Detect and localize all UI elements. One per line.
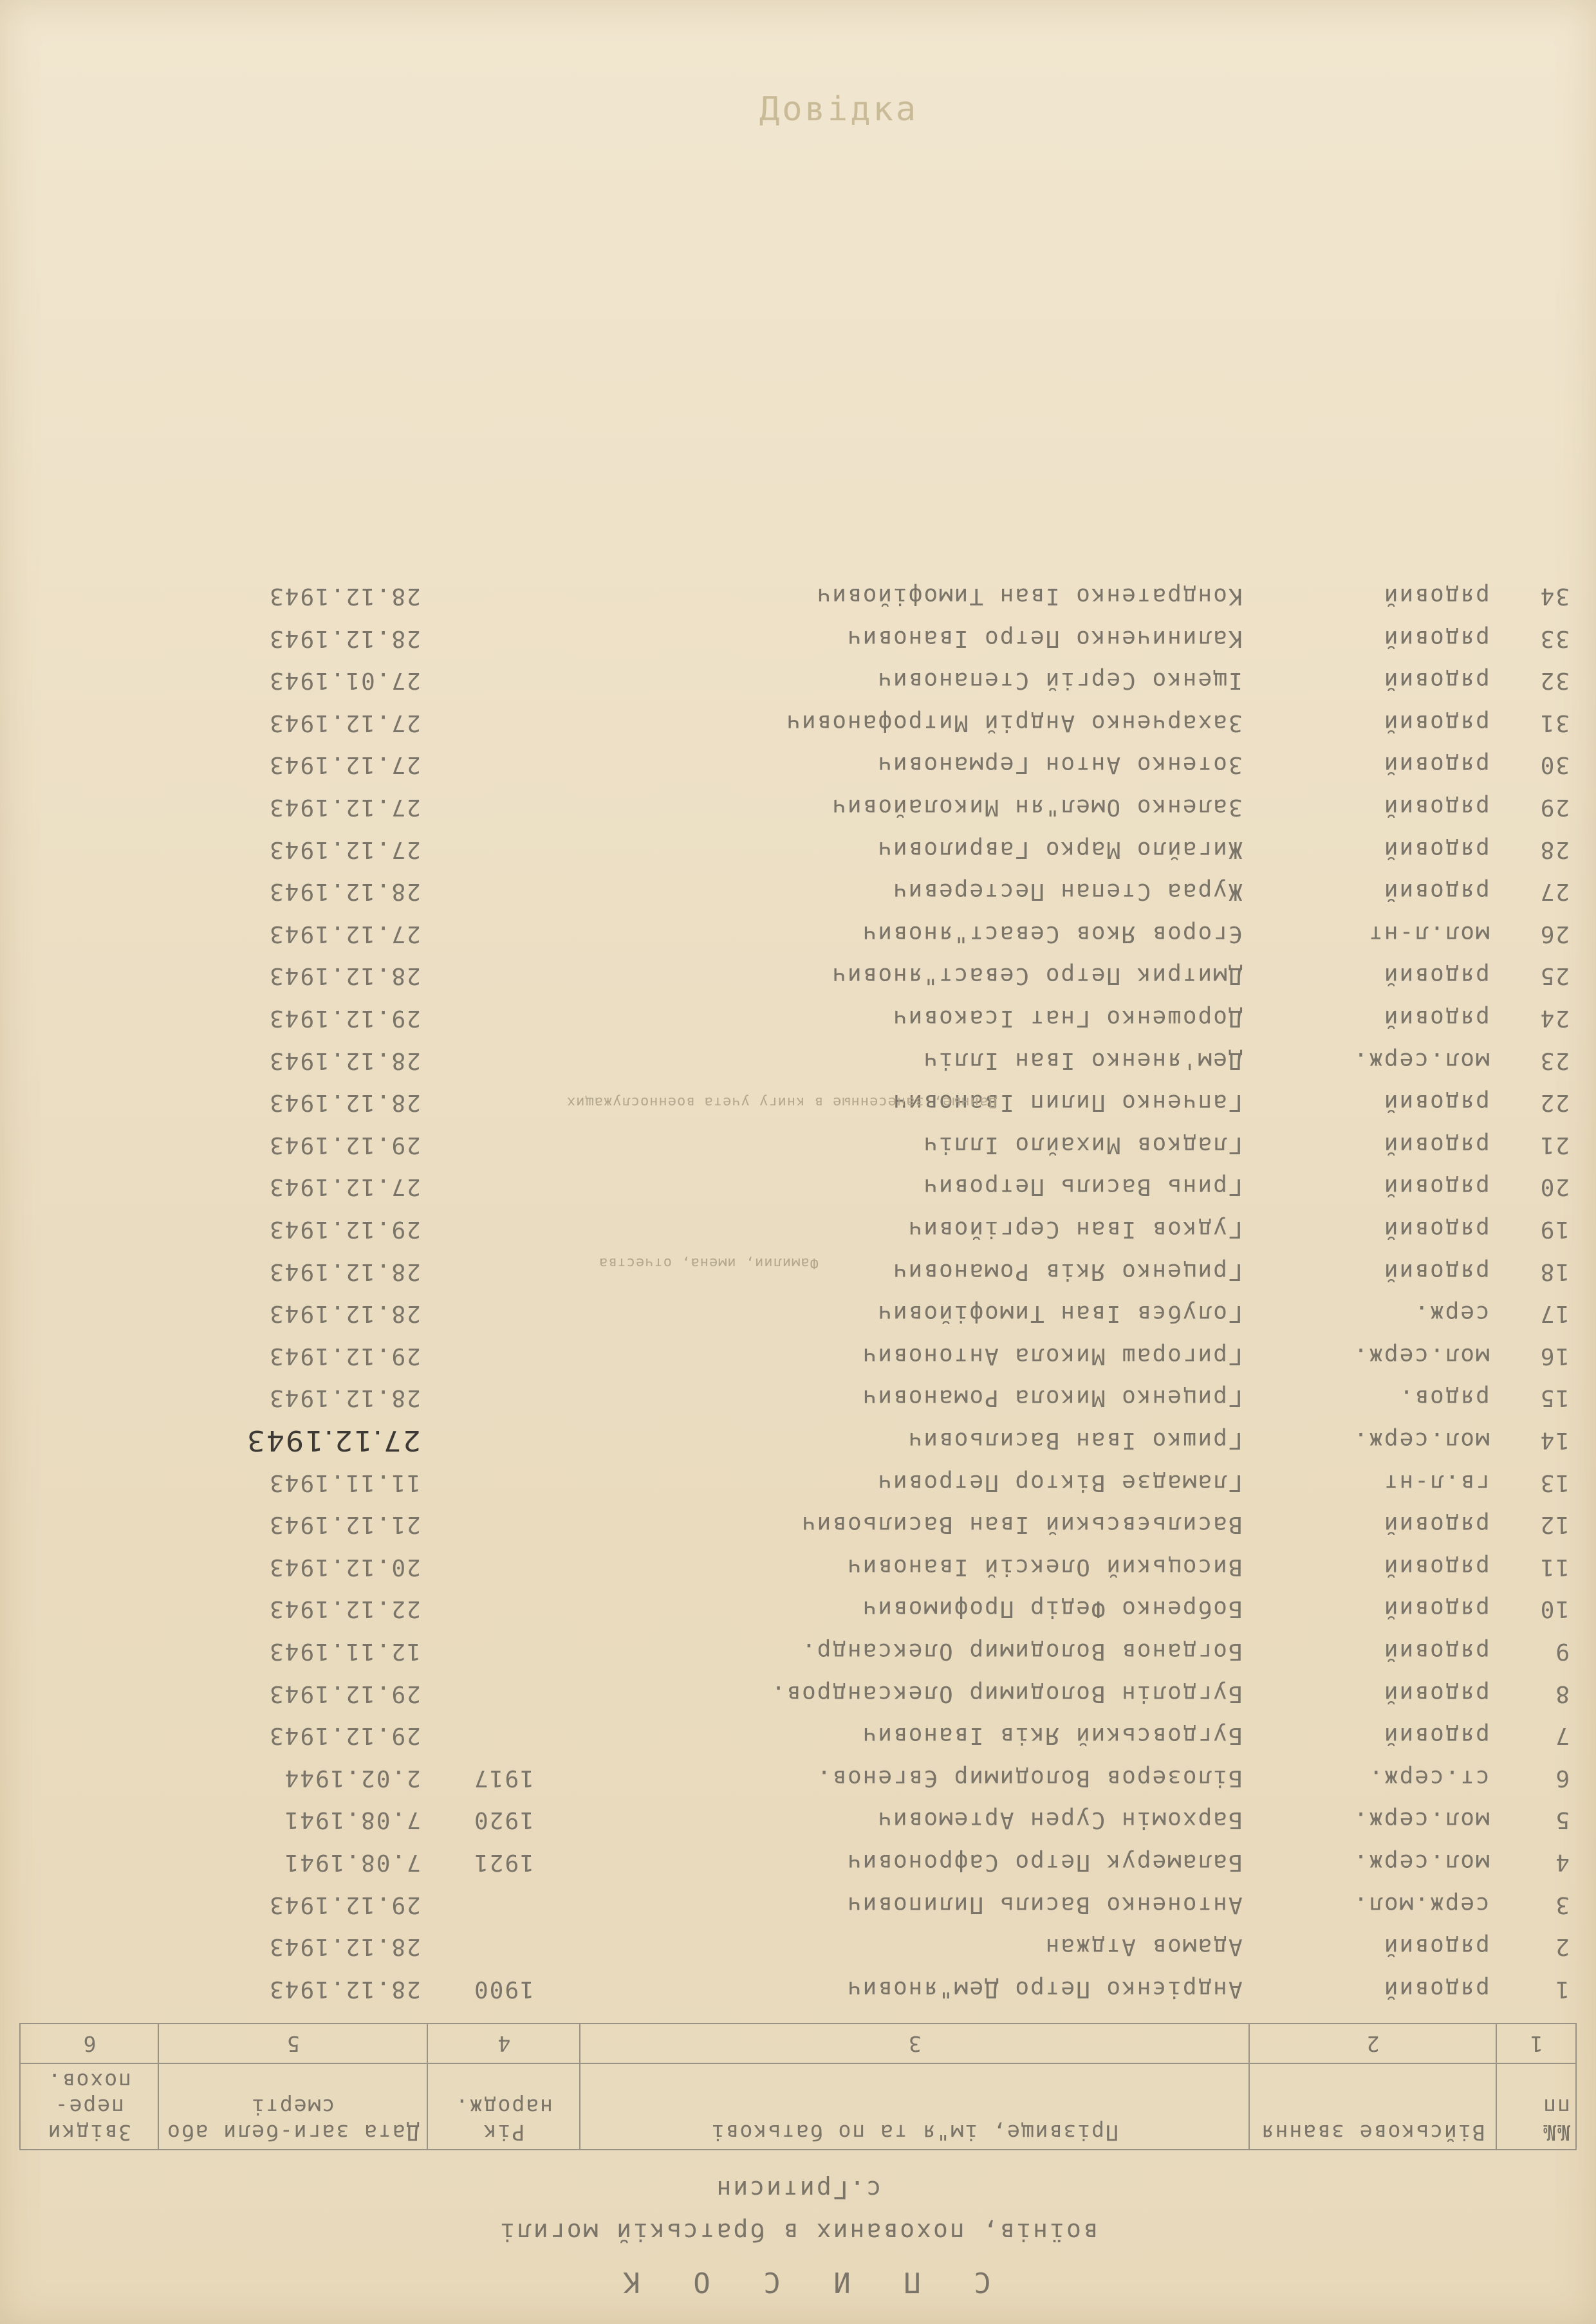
row-birth-year (427, 1926, 580, 1968)
row-rank: рядовий (1383, 1722, 1490, 1749)
row-birth-year (427, 1250, 580, 1293)
row-name: Єгоров Яков Севаст"янович (861, 920, 1243, 947)
row-rank: рядовий (1383, 1258, 1490, 1285)
row-death-date: 28.12.1943 (268, 625, 421, 652)
row-name: Гриценко Микола Романович (861, 1385, 1243, 1412)
row-number: 27 (1539, 878, 1570, 905)
table-body (20, 575, 1576, 2024)
row-death-date: 2.02.1944 (283, 1764, 421, 1791)
row-rank: рядовий (1383, 794, 1490, 821)
row-birth-year (427, 955, 580, 997)
table-row (20, 1799, 1576, 1841)
row-reburied-from (20, 786, 158, 829)
row-rank: рядовий (1383, 1553, 1490, 1580)
table-row (20, 1419, 1576, 1462)
header-death-date: Дата заги-бели або смерті (158, 2063, 427, 2150)
row-name: Гришко Іван Васильович (907, 1426, 1243, 1453)
row-death-date: 11.11.1943 (268, 1469, 421, 1496)
table-row (20, 1715, 1576, 1757)
row-rank: рядовий (1383, 1216, 1490, 1243)
row-birth-year (427, 702, 580, 744)
row-number: 19 (1539, 1216, 1570, 1243)
row-death-date: 28.12.1943 (268, 1047, 421, 1074)
row-reburied-from (20, 1715, 158, 1757)
row-reburied-from (20, 871, 158, 913)
row-name: Баламерук Петро Сафронович (846, 1849, 1243, 1876)
row-birth-year: 1917 (473, 1764, 534, 1791)
bleed-through-text: Довідка (759, 90, 919, 129)
table-row (20, 1757, 1576, 1799)
stamp-trace: Данные, занесенные в книгу учета военнослужащих (566, 1094, 998, 1110)
header-rank: Військове звання (1249, 2063, 1496, 2150)
row-rank: рядовий (1383, 836, 1490, 863)
table-row (20, 575, 1576, 618)
document-title: С П И С О К (605, 2265, 991, 2298)
row-rank: ст.серж. (1368, 1764, 1490, 1791)
row-rank: рядовий (1383, 1005, 1490, 1032)
row-name: Гриценко Яків Романович (892, 1258, 1243, 1285)
row-birth-year (427, 1715, 580, 1757)
row-name: Дем'яненко Іван Ілліч (922, 1047, 1243, 1074)
row-birth-year (427, 1208, 580, 1251)
table-row (20, 1841, 1576, 1884)
row-number: 9 (1554, 1637, 1570, 1665)
row-reburied-from (20, 1166, 158, 1208)
row-reburied-from (20, 1672, 158, 1715)
row-name: Гладков Михайло Ілліч (922, 1131, 1243, 1158)
row-reburied-from (20, 997, 158, 1040)
row-reburied-from (20, 1757, 158, 1799)
row-rank: рядовий (1383, 752, 1490, 779)
row-reburied-from (20, 1545, 158, 1588)
row-name: Бархомін Сурен Артемович (877, 1807, 1243, 1834)
table-row (20, 1926, 1576, 1968)
row-rank: рядовий (1383, 1933, 1490, 1960)
row-reburied-from (20, 1250, 158, 1293)
row-rank: серж. (1413, 1300, 1490, 1327)
row-number: 17 (1539, 1300, 1570, 1327)
row-number: 18 (1539, 1258, 1570, 1285)
row-birth-year (427, 1082, 580, 1124)
row-number: 29 (1539, 794, 1570, 821)
row-rank: рядовий (1383, 1680, 1490, 1707)
row-rank: рядовий (1383, 583, 1490, 610)
row-rank: рядовий (1383, 878, 1490, 905)
burial-list-table (19, 575, 1577, 2150)
row-rank: рядовий (1383, 1174, 1490, 1201)
row-birth-year: 1900 (473, 1975, 534, 2002)
row-number: 14 (1539, 1426, 1570, 1453)
row-number: 2 (1554, 1933, 1570, 1960)
row-number: 22 (1539, 1089, 1570, 1116)
row-reburied-from (20, 1504, 158, 1546)
table-row (20, 1504, 1576, 1546)
row-birth-year (427, 997, 580, 1040)
row-number: 11 (1539, 1553, 1570, 1580)
table-row (20, 828, 1576, 871)
row-death-date: 27.12.1943 (268, 920, 421, 947)
row-name: Бугдовський Яків Іванович (861, 1722, 1243, 1749)
row-number: 20 (1539, 1174, 1570, 1201)
row-number: 24 (1539, 1005, 1570, 1032)
row-name: Дмитрик Петро Севаст"янович (831, 963, 1243, 990)
row-name: Іщенко Сергій Степанович (877, 667, 1243, 694)
row-birth-year (427, 1377, 580, 1419)
row-rank: рядовий (1383, 1975, 1490, 2002)
row-birth-year (427, 744, 580, 786)
row-rank: рядовий (1383, 625, 1490, 652)
row-reburied-from (20, 617, 158, 659)
row-number: 28 (1539, 836, 1570, 863)
row-birth-year: 1920 (473, 1807, 534, 1834)
row-rank: рядовий (1383, 1131, 1490, 1158)
header-col-number: 3 (580, 2024, 1249, 2063)
row-name: Бугдолін Володимир Олександров. (770, 1680, 1243, 1707)
table-row (20, 1630, 1576, 1673)
table-row (20, 1672, 1576, 1715)
header-col-number: 4 (427, 2024, 580, 2063)
row-name: Захарченко Андрій Митрофанович (785, 709, 1243, 736)
table-row (20, 1545, 1576, 1588)
row-name: Кондратенко Іван Тимофійович (815, 583, 1243, 610)
row-number: 8 (1554, 1680, 1570, 1707)
row-birth-year (427, 1039, 580, 1082)
row-number: 16 (1539, 1342, 1570, 1369)
row-number: 10 (1539, 1596, 1570, 1623)
table-row (20, 702, 1576, 744)
row-number: 31 (1539, 709, 1570, 736)
row-number: 23 (1539, 1047, 1570, 1074)
table-row (20, 1335, 1576, 1378)
row-rank: рядовий (1383, 1089, 1490, 1116)
row-reburied-from (20, 575, 158, 618)
row-rank: гв.л-нт (1383, 1469, 1490, 1496)
row-name: Гринь Василь Петрович (922, 1174, 1243, 1201)
row-birth-year (427, 1630, 580, 1673)
row-death-date: 27.01.1943 (268, 667, 421, 694)
row-number: 26 (1539, 920, 1570, 947)
row-birth-year (427, 913, 580, 955)
row-death-date: 22.12.1943 (268, 1596, 421, 1623)
row-birth-year (427, 786, 580, 829)
row-birth-year (427, 1124, 580, 1167)
row-reburied-from (20, 1926, 158, 1968)
row-number: 7 (1554, 1722, 1570, 1749)
row-name: Богданов Володимир Олександр. (801, 1637, 1243, 1665)
table-row (20, 1039, 1576, 1082)
row-name: Голубєв Іван Тимофійович (877, 1300, 1243, 1327)
row-name: Антоненко Василь Пилипович (846, 1891, 1243, 1918)
row-rank: мол.серж. (1352, 1426, 1490, 1453)
row-death-date: 7.08.1941 (283, 1849, 421, 1876)
row-name: Григораш Микола Антонович (861, 1342, 1243, 1369)
row-name: Васильєвський Іван Васильович (801, 1511, 1243, 1538)
row-name: Зотенко Антон Германович (877, 752, 1243, 779)
table-row (20, 1166, 1576, 1208)
row-name: Гламадзе Віктор Петрович (877, 1469, 1243, 1496)
row-reburied-from (20, 702, 158, 744)
row-name: Гапченко Пилип Іванович (892, 1089, 1243, 1116)
row-death-date: 29.12.1943 (268, 1680, 421, 1707)
row-birth-year (427, 1335, 580, 1378)
row-birth-year (427, 1504, 580, 1546)
row-number: 33 (1539, 625, 1570, 652)
row-rank: рядовий (1383, 1511, 1490, 1538)
row-name: Адамов Атджан (1044, 1933, 1243, 1960)
row-rank: рядовий (1383, 709, 1490, 736)
table-row (20, 659, 1576, 702)
title-block (0, 2175, 1596, 2298)
table-row (20, 1377, 1576, 1419)
row-rank: рядовий (1383, 1637, 1490, 1665)
table-row (20, 617, 1576, 659)
row-death-date: 20.12.1943 (268, 1553, 421, 1580)
row-death-date: 29.12.1943 (268, 1131, 421, 1158)
row-rank: рядовий (1383, 667, 1490, 694)
row-death-date: 28.12.1943 (268, 1975, 421, 2002)
row-reburied-from (20, 1082, 158, 1124)
row-reburied-from (20, 659, 158, 702)
row-name: Дорошенко Гнат Ісакович (892, 1005, 1243, 1032)
row-death-date: 29.12.1943 (268, 1342, 421, 1369)
row-death-date: 29.12.1943 (268, 1216, 421, 1243)
row-birth-year (427, 1588, 580, 1630)
table-row (20, 1883, 1576, 1926)
row-death-date: 27.12.1943 (268, 709, 421, 736)
header-name: Прізвище, ім"я та по батькові (580, 2063, 1249, 2150)
row-number: 3 (1554, 1891, 1570, 1918)
table-row (20, 1588, 1576, 1630)
row-death-date: 28.12.1943 (268, 583, 421, 610)
header-number: №№ пп (1496, 2063, 1576, 2150)
row-death-date: 7.08.1941 (283, 1807, 421, 1834)
row-reburied-from (20, 913, 158, 955)
row-reburied-from (20, 1630, 158, 1673)
row-birth-year (427, 1166, 580, 1208)
row-birth-year (427, 871, 580, 913)
document-location: с.Гритисин (714, 2175, 882, 2204)
table-row (20, 871, 1576, 913)
row-death-date: 28.12.1943 (268, 1258, 421, 1285)
row-birth-year (427, 659, 580, 702)
row-birth-year: 1921 (473, 1849, 534, 1876)
row-death-date: 29.12.1943 (268, 1722, 421, 1749)
row-reburied-from (20, 1883, 158, 1926)
row-reburied-from (20, 1841, 158, 1884)
header-row (20, 2063, 1576, 2150)
row-reburied-from (20, 1799, 158, 1841)
header-col-number: 6 (20, 2024, 158, 2063)
table-row (20, 1124, 1576, 1167)
row-death-date: 28.12.1943 (268, 963, 421, 990)
header-birth-year: Рік народж. (427, 2063, 580, 2150)
row-death-date: 28.12.1943 (268, 1300, 421, 1327)
table-row (20, 955, 1576, 997)
row-reburied-from (20, 1377, 158, 1419)
row-reburied-from (20, 1124, 158, 1167)
row-rank: рядов. (1398, 1385, 1490, 1412)
row-reburied-from (20, 1461, 158, 1504)
row-death-date: 29.12.1943 (268, 1005, 421, 1032)
row-birth-year (427, 575, 580, 618)
row-name: Гудков Іван Сергійович (907, 1216, 1243, 1243)
table-row (20, 997, 1576, 1040)
row-rank: мол.серж. (1352, 1342, 1490, 1369)
row-death-date: 12.11.1943 (268, 1637, 421, 1665)
table-row (20, 913, 1576, 955)
row-number: 32 (1539, 667, 1570, 694)
row-reburied-from (20, 1419, 158, 1462)
row-reburied-from (20, 828, 158, 871)
row-death-date: 27.12.1943 (268, 752, 421, 779)
table-row (20, 744, 1576, 786)
row-rank: мол.серж. (1352, 1849, 1490, 1876)
row-number: 30 (1539, 752, 1570, 779)
row-name: Калиниченко Петро Іванович (846, 625, 1243, 652)
row-number: 15 (1539, 1385, 1570, 1412)
row-rank: мол.серж. (1352, 1047, 1490, 1074)
row-reburied-from (20, 1293, 158, 1335)
row-birth-year (427, 828, 580, 871)
row-name: Заленко Омел"ян Миколайович (831, 794, 1243, 821)
stamp-trace: Фамилии, имена, отчества (598, 1255, 819, 1271)
row-number: 5 (1554, 1807, 1570, 1834)
row-birth-year (427, 1461, 580, 1504)
row-death-date: 28.12.1943 (268, 1385, 421, 1412)
row-death-date: 27.12.1943 (245, 1423, 421, 1457)
row-number: 6 (1554, 1764, 1570, 1791)
header-numbers-row (20, 2024, 1576, 2063)
row-number: 1 (1554, 1975, 1570, 2002)
header-col-number: 2 (1249, 2024, 1496, 2063)
row-birth-year (427, 1883, 580, 1926)
row-birth-year (427, 1293, 580, 1335)
row-birth-year (427, 1672, 580, 1715)
row-name: Білозеров Володимир Євгенов. (815, 1764, 1243, 1791)
row-birth-year (427, 1545, 580, 1588)
row-birth-year (427, 1419, 580, 1462)
row-rank: мол.л-нт (1368, 920, 1490, 947)
table-row (20, 1293, 1576, 1335)
row-number: 12 (1539, 1511, 1570, 1538)
row-name: Висоцький Олексій Іванович (846, 1553, 1243, 1580)
row-death-date: 28.12.1943 (268, 878, 421, 905)
row-death-date: 28.12.1943 (268, 1933, 421, 1960)
header-reburied-from: Звідки пере-похов. (20, 2063, 158, 2150)
row-number: 13 (1539, 1469, 1570, 1496)
row-reburied-from (20, 1335, 158, 1378)
row-number: 25 (1539, 963, 1570, 990)
row-rank: мол.серж. (1352, 1807, 1490, 1834)
table-row (20, 1208, 1576, 1251)
document-subtitle: воїнів, похованих в братській могилі (498, 2218, 1098, 2246)
row-reburied-from (20, 1208, 158, 1251)
row-number: 4 (1554, 1849, 1570, 1876)
row-death-date: 29.12.1943 (268, 1891, 421, 1918)
row-reburied-from (20, 955, 158, 997)
row-death-date: 21.12.1943 (268, 1511, 421, 1538)
row-number: 21 (1539, 1131, 1570, 1158)
row-death-date: 27.12.1943 (268, 794, 421, 821)
row-name: Андрієнко Петро Дем"янович (846, 1975, 1243, 2002)
row-reburied-from (20, 1968, 158, 2024)
table-row (20, 1968, 1576, 2024)
table-row (20, 1461, 1576, 1504)
header-col-number: 1 (1496, 2024, 1576, 2063)
header-col-number: 5 (158, 2024, 427, 2063)
row-number: 34 (1539, 583, 1570, 610)
row-death-date: 28.12.1943 (268, 1089, 421, 1116)
row-name: Жураа Степан Пестеревич (892, 878, 1243, 905)
row-reburied-from (20, 1588, 158, 1630)
row-name: Жигайло Марко Гаврилович (877, 836, 1243, 863)
row-rank: рядовий (1383, 1596, 1490, 1623)
row-birth-year (427, 617, 580, 659)
row-reburied-from (20, 744, 158, 786)
row-reburied-from (20, 1039, 158, 1082)
row-rank: серж.мол. (1352, 1891, 1490, 1918)
row-death-date: 27.12.1943 (268, 836, 421, 863)
row-death-date: 27.12.1943 (268, 1174, 421, 1201)
row-rank: рядовий (1383, 963, 1490, 990)
table-row (20, 786, 1576, 829)
row-name: Бобренко Федір Профимович (861, 1596, 1243, 1623)
